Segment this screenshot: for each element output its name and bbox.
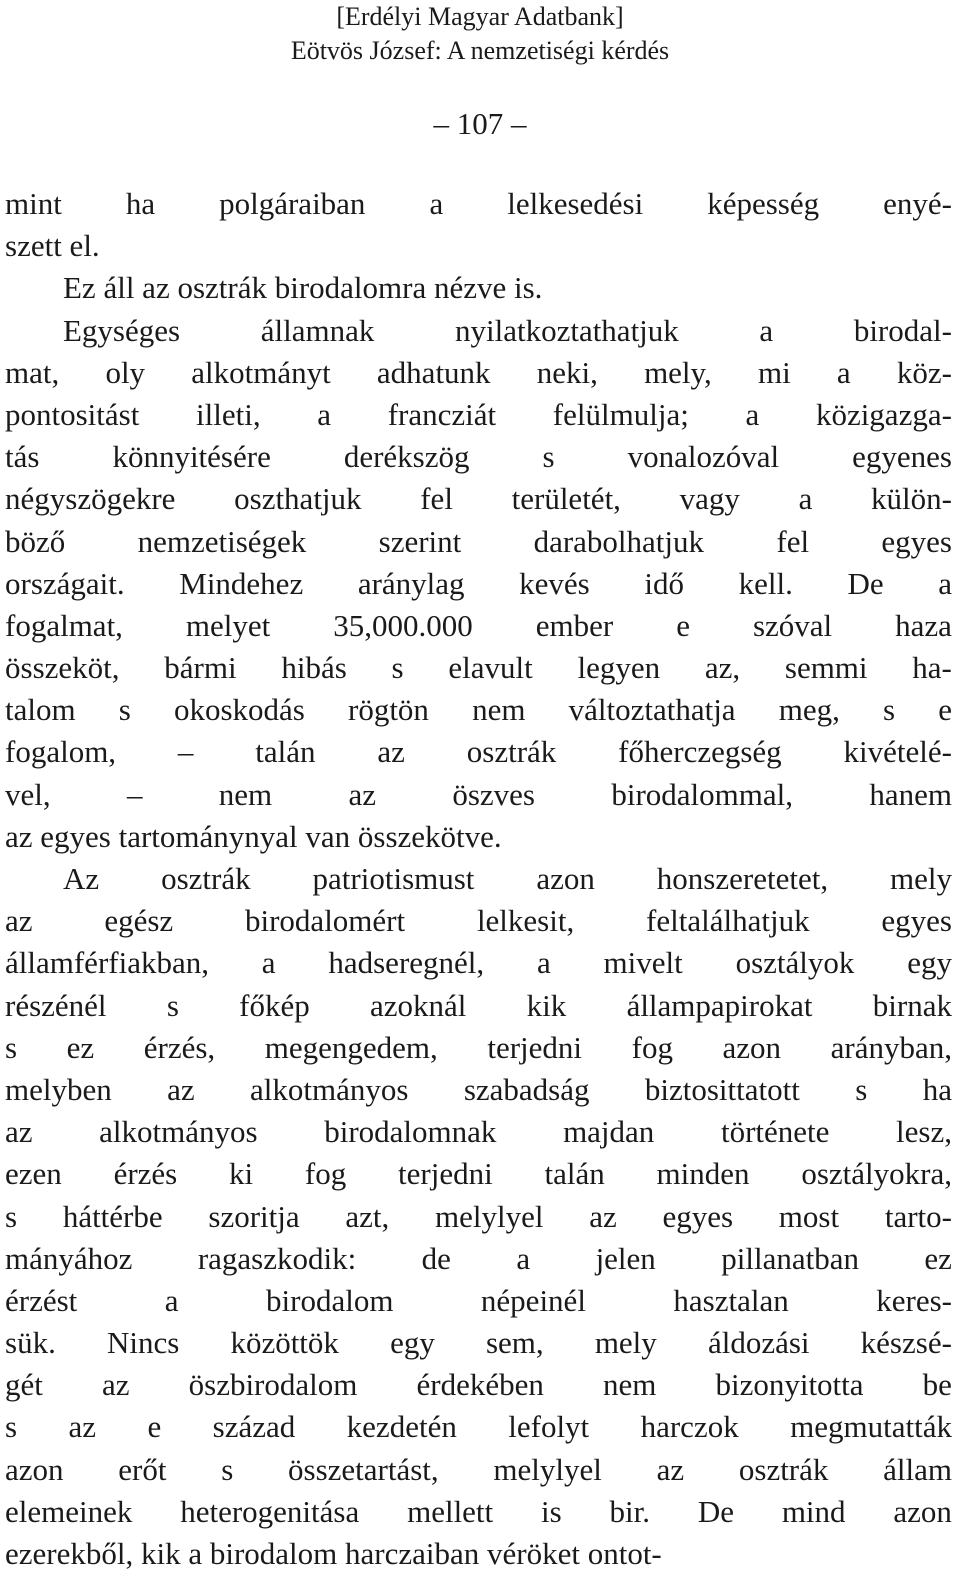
paragraph: [5, 310, 952, 858]
text-line: részénél s főkép azoknál kik állampapirokat birnak: [5, 987, 952, 1023]
text-line: gét az öszbirodalom érdekében nem bizonyitotta be: [5, 1367, 952, 1403]
text-line: sük. Nincs közöttök egy sem, mely áldozási készsé-: [5, 1325, 952, 1361]
source-title: [Erdélyi Magyar Adatbank]: [336, 2, 624, 31]
document-header: [0, 0, 960, 68]
text-line: s ez érzés, megengedem, terjedni fog azon arányban,: [5, 1029, 952, 1065]
text-line: azon erőt s összetartást, melylyel az osztrák állam: [5, 1451, 952, 1487]
text-line: négyszögekre oszthatjuk fel területét, vagy a külön-: [5, 481, 952, 517]
text-line: elemeinek heterogenitása mellett is bir. De mind azon: [5, 1493, 952, 1529]
text-line: fogalom, – talán az osztrák főherczegség kivételé-: [5, 734, 952, 770]
text-line: összeköt, bármi hibás s elavult legyen az, semmi ha-: [5, 650, 952, 686]
text-line: s háttérbe szoritja azt, melylyel az egyes most tarto-: [5, 1198, 952, 1234]
text-line: az alkotmányos birodalomnak majdan története lesz,: [5, 1114, 952, 1150]
text-line: Egységes államnak nyilatkoztathatjuk a birodal-: [63, 312, 952, 348]
text-line: tás könnyitésére derékszög s vonalozóval egyenes: [5, 439, 952, 475]
page-number: – 107 –: [433, 106, 527, 141]
text-line: mányához ragaszkodik: de a jelen pillanatban ez: [5, 1240, 952, 1276]
text-line: fogalmat, melyet 35,000.000 ember e szóval haza: [5, 607, 952, 643]
paragraph: [5, 858, 952, 1575]
text-line: vel, – nem az öszves birodalommal, hanem: [5, 776, 952, 812]
text-line: Az osztrák patriotismust azon honszeretetet, mely: [63, 861, 952, 896]
text-line: államférfiakban, a hadseregnél, a mivelt osztályok egy: [5, 945, 952, 981]
text-line: az egész birodalomért lelkesit, feltalálhatjuk egyes: [5, 903, 952, 939]
text-line: Ez áll az osztrák birodalomra nézve is.: [63, 270, 543, 306]
text-line: melyben az alkotmányos szabadság biztosittatott s ha: [5, 1071, 952, 1107]
text-line: az egyes tartománynyal van összekötve.: [5, 818, 502, 854]
text-line: ezerekből, kik a birodalom harczaiban véröket ontot-: [5, 1536, 662, 1571]
paragraph: [5, 183, 952, 267]
text-line: mint ha polgáraiban a lelkesedési képesség enyé-: [5, 186, 952, 221]
text-line: ezen érzés ki fog terjedni talán minden osztályokra,: [5, 1156, 952, 1192]
text-line: s az e század kezdetén lefolyt harczok megmutatták: [5, 1409, 952, 1445]
text-line: pontositást illeti, a francziát felülmulja; a közigazga-: [5, 396, 952, 432]
text-line: országait. Mindehez aránylag kevés idő kell. De a: [5, 565, 952, 601]
text-line: mat, oly alkotmányt adhatunk neki, mely, mi a köz-: [5, 354, 952, 390]
text-line: érzést a birodalom népeinél hasztalan keres-: [5, 1282, 952, 1318]
text-line: böző nemzetiségek szerint darabolhatjuk fel egyes: [5, 523, 952, 559]
body-text: [5, 183, 952, 1575]
text-line: talom s okoskodás rögtön nem változtathatja meg, s e: [5, 692, 952, 728]
paragraph: [5, 267, 952, 309]
text-line: szett el.: [5, 228, 100, 264]
work-title: Eötvös József: A nemzetiségi kérdés: [290, 36, 670, 65]
